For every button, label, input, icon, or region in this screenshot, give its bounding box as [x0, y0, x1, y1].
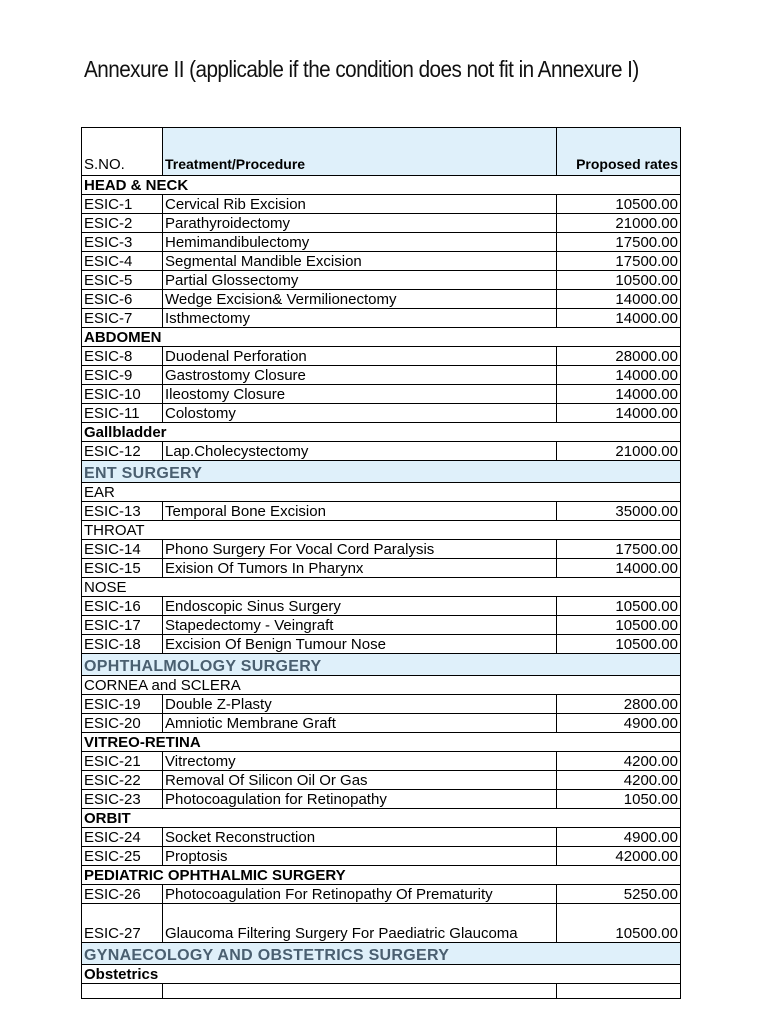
- row-sno: ESIC-27: [82, 904, 163, 943]
- row-rate: 14000.00: [557, 559, 681, 578]
- row-sno: ESIC-14: [82, 540, 163, 559]
- table-row: [82, 385, 681, 404]
- row-procedure: Colostomy: [163, 404, 557, 423]
- row-procedure: Cervical Rib Excision: [163, 195, 557, 214]
- table-row: [82, 442, 681, 461]
- table-row: [82, 904, 681, 943]
- table-header-row: [82, 128, 681, 176]
- table-row: [82, 559, 681, 578]
- row-rate: 17500.00: [557, 252, 681, 271]
- cutoff-cell: [557, 984, 681, 999]
- table-row: [82, 695, 681, 714]
- row-sno: ESIC-20: [82, 714, 163, 733]
- subsection-label: ORBIT: [82, 809, 681, 828]
- subsection-row: [82, 866, 681, 885]
- subsection-row: [82, 423, 681, 442]
- row-rate: 14000.00: [557, 366, 681, 385]
- row-rate: 14000.00: [557, 385, 681, 404]
- row-rate: 21000.00: [557, 214, 681, 233]
- table-row: [82, 366, 681, 385]
- row-rate: 14000.00: [557, 290, 681, 309]
- row-sno: ESIC-7: [82, 309, 163, 328]
- row-rate: 17500.00: [557, 540, 681, 559]
- subsection-label: Gallbladder: [82, 423, 681, 442]
- category-heading: GYNAECOLOGY AND OBSTETRICS SURGERY: [82, 943, 681, 965]
- subsection-label: VITREO-RETINA: [82, 733, 681, 752]
- category-heading-row: [82, 654, 681, 676]
- category-heading-row: [82, 943, 681, 965]
- header-treatment: Treatment/Procedure: [163, 128, 557, 176]
- row-procedure: Duodenal Perforation: [163, 347, 557, 366]
- row-sno: ESIC-18: [82, 635, 163, 654]
- row-sno: ESIC-9: [82, 366, 163, 385]
- table-row: [82, 885, 681, 904]
- row-sno: ESIC-12: [82, 442, 163, 461]
- row-rate: 10500.00: [557, 635, 681, 654]
- row-sno: ESIC-21: [82, 752, 163, 771]
- row-procedure: Amniotic Membrane Graft: [163, 714, 557, 733]
- subsection-row: [82, 965, 681, 984]
- row-rate: 14000.00: [557, 404, 681, 423]
- row-procedure: Removal Of Silicon Oil Or Gas: [163, 771, 557, 790]
- row-procedure: Segmental Mandible Excision: [163, 252, 557, 271]
- row-rate: 4900.00: [557, 714, 681, 733]
- row-rate: 28000.00: [557, 347, 681, 366]
- table-row: [82, 752, 681, 771]
- row-procedure: Glaucoma Filtering Surgery For Paediatric Glaucoma: [163, 904, 557, 943]
- row-sno: ESIC-11: [82, 404, 163, 423]
- subsection-label: EAR: [82, 483, 681, 502]
- row-procedure: Parathyroidectomy: [163, 214, 557, 233]
- table-row: [82, 714, 681, 733]
- row-sno: ESIC-22: [82, 771, 163, 790]
- subsection-label: ABDOMEN: [82, 328, 681, 347]
- table-row: [82, 790, 681, 809]
- row-procedure: Lap.Cholecystectomy: [163, 442, 557, 461]
- rates-table: [81, 127, 681, 999]
- row-rate: 17500.00: [557, 233, 681, 252]
- row-procedure: Photocoagulation for Retinopathy: [163, 790, 557, 809]
- subsection-row: [82, 328, 681, 347]
- table-row: [82, 271, 681, 290]
- row-sno: ESIC-3: [82, 233, 163, 252]
- row-rate: 2800.00: [557, 695, 681, 714]
- row-sno: ESIC-2: [82, 214, 163, 233]
- table-row-cutoff: [82, 984, 681, 999]
- subsection-label: PEDIATRIC OPHTHALMIC SURGERY: [82, 866, 681, 885]
- row-procedure: Exision Of Tumors In Pharynx: [163, 559, 557, 578]
- table-row: [82, 195, 681, 214]
- table-row: [82, 290, 681, 309]
- row-procedure: Socket Reconstruction: [163, 828, 557, 847]
- category-heading: ENT SURGERY: [82, 461, 681, 483]
- row-rate: 42000.00: [557, 847, 681, 866]
- category-heading: OPHTHALMOLOGY SURGERY: [82, 654, 681, 676]
- row-sno: ESIC-4: [82, 252, 163, 271]
- row-sno: ESIC-25: [82, 847, 163, 866]
- subsection-row: [82, 733, 681, 752]
- row-sno: ESIC-13: [82, 502, 163, 521]
- rates-table-body: [82, 128, 681, 999]
- table-row: [82, 828, 681, 847]
- table-row: [82, 616, 681, 635]
- subsection-label: Obstetrics: [82, 965, 681, 984]
- row-sno: ESIC-17: [82, 616, 163, 635]
- row-rate: 10500.00: [557, 271, 681, 290]
- row-procedure: Phono Surgery For Vocal Cord Paralysis: [163, 540, 557, 559]
- table-row: [82, 214, 681, 233]
- header-sno: S.NO.: [82, 128, 163, 176]
- subsection-row: [82, 483, 681, 502]
- row-sno: ESIC-8: [82, 347, 163, 366]
- row-sno: ESIC-5: [82, 271, 163, 290]
- row-sno: ESIC-19: [82, 695, 163, 714]
- row-sno: ESIC-1: [82, 195, 163, 214]
- row-rate: 1050.00: [557, 790, 681, 809]
- row-rate: 10500.00: [557, 195, 681, 214]
- row-sno: ESIC-23: [82, 790, 163, 809]
- table-row: [82, 404, 681, 423]
- row-rate: 4200.00: [557, 771, 681, 790]
- subsection-label: HEAD & NECK: [82, 176, 681, 195]
- category-heading-row: [82, 461, 681, 483]
- table-row: [82, 233, 681, 252]
- subsection-row: [82, 809, 681, 828]
- table-row: [82, 309, 681, 328]
- cutoff-cell: [82, 984, 163, 999]
- row-rate: 5250.00: [557, 885, 681, 904]
- subsection-row: [82, 578, 681, 597]
- subsection-label: THROAT: [82, 521, 681, 540]
- row-procedure: Excision Of Benign Tumour Nose: [163, 635, 557, 654]
- row-rate: 4200.00: [557, 752, 681, 771]
- row-sno: ESIC-6: [82, 290, 163, 309]
- table-row: [82, 847, 681, 866]
- subsection-row: [82, 676, 681, 695]
- table-row: [82, 771, 681, 790]
- table-row: [82, 540, 681, 559]
- row-procedure: Hemimandibulectomy: [163, 233, 557, 252]
- row-procedure: Temporal Bone Excision: [163, 502, 557, 521]
- row-rate: 4900.00: [557, 828, 681, 847]
- row-procedure: Photocoagulation For Retinopathy Of Prematurity: [163, 885, 557, 904]
- row-sno: ESIC-16: [82, 597, 163, 616]
- row-rate: 14000.00: [557, 309, 681, 328]
- table-row: [82, 635, 681, 654]
- row-rate: 35000.00: [557, 502, 681, 521]
- row-procedure: Endoscopic Sinus Surgery: [163, 597, 557, 616]
- row-rate: 10500.00: [557, 904, 681, 943]
- row-procedure: Gastrostomy Closure: [163, 366, 557, 385]
- row-sno: ESIC-26: [82, 885, 163, 904]
- row-sno: ESIC-10: [82, 385, 163, 404]
- table-row: [82, 252, 681, 271]
- row-procedure: Wedge Excision& Vermilionectomy: [163, 290, 557, 309]
- row-rate: 10500.00: [557, 616, 681, 635]
- header-rate: Proposed rates: [557, 128, 681, 176]
- row-procedure: Partial Glossectomy: [163, 271, 557, 290]
- subsection-label: NOSE: [82, 578, 681, 597]
- cutoff-cell: [163, 984, 557, 999]
- subsection-label: CORNEA and SCLERA: [82, 676, 681, 695]
- rates-table-container: [81, 127, 680, 999]
- row-sno: ESIC-24: [82, 828, 163, 847]
- row-rate: 21000.00: [557, 442, 681, 461]
- table-row: [82, 502, 681, 521]
- table-row: [82, 597, 681, 616]
- row-procedure: Isthmectomy: [163, 309, 557, 328]
- subsection-row: [82, 176, 681, 195]
- row-rate: 10500.00: [557, 597, 681, 616]
- page-title: Annexure II (applicable if the condition does not fit in Annexure I): [84, 56, 639, 82]
- row-procedure: Ileostomy Closure: [163, 385, 557, 404]
- table-row: [82, 347, 681, 366]
- row-procedure: Double Z-Plasty: [163, 695, 557, 714]
- row-procedure: Vitrectomy: [163, 752, 557, 771]
- row-procedure: Proptosis: [163, 847, 557, 866]
- row-procedure: Stapedectomy - Veingraft: [163, 616, 557, 635]
- row-sno: ESIC-15: [82, 559, 163, 578]
- subsection-row: [82, 521, 681, 540]
